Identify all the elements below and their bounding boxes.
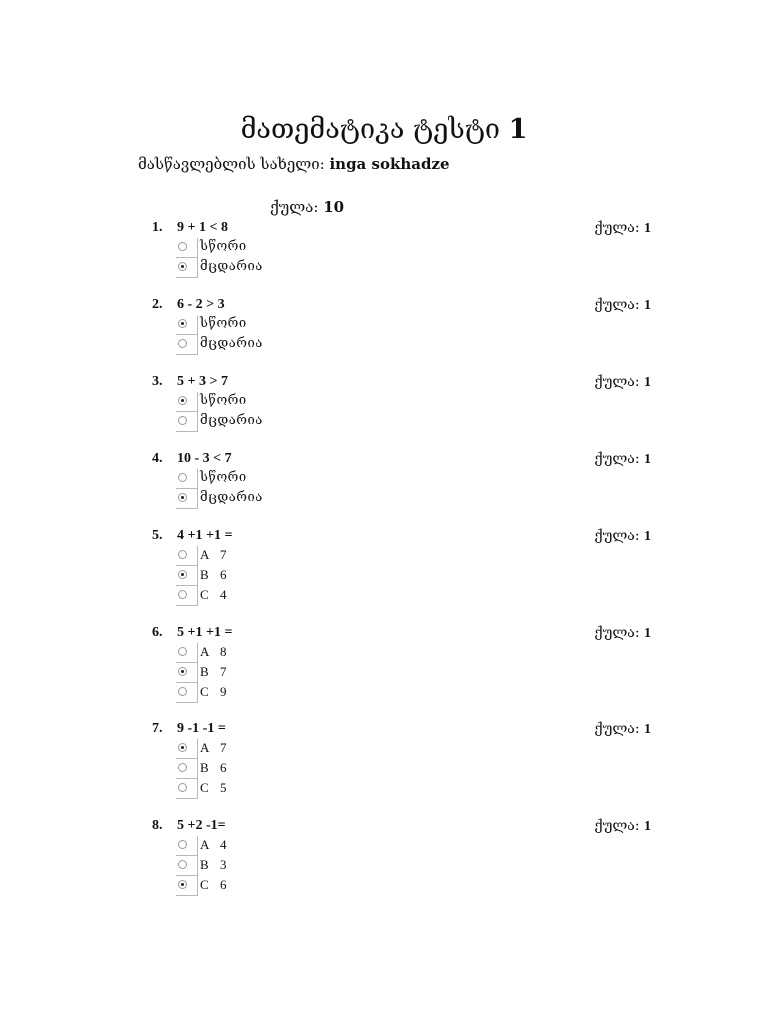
question-number: 2. bbox=[152, 297, 163, 312]
option-letter: C bbox=[200, 684, 209, 699]
radio-unselected[interactable] bbox=[178, 339, 187, 348]
title-number: 1 bbox=[508, 114, 528, 145]
total-points bbox=[270, 198, 344, 216]
question-number: 4. bbox=[152, 451, 163, 466]
radio-unselected[interactable] bbox=[178, 242, 187, 251]
points-label: ქულა: bbox=[594, 451, 640, 467]
answer-option[interactable] bbox=[176, 779, 376, 799]
option-letter: C bbox=[200, 587, 209, 602]
option-letter: B bbox=[200, 760, 209, 775]
points-label: ქულა: bbox=[594, 220, 640, 236]
points-value: 1 bbox=[644, 221, 651, 236]
option-letter: C bbox=[200, 877, 209, 892]
option-letter: A bbox=[200, 547, 210, 562]
answer-option[interactable] bbox=[176, 876, 376, 896]
answer-option[interactable] bbox=[176, 469, 376, 489]
question-points bbox=[594, 721, 651, 738]
option-value: 5 bbox=[220, 780, 227, 795]
points-label: ქულა: bbox=[594, 818, 640, 834]
option-value: 6 bbox=[220, 567, 227, 582]
teacher-name: inga sokhadze bbox=[329, 155, 450, 173]
radio-selected[interactable] bbox=[178, 743, 187, 752]
points-value: 1 bbox=[644, 626, 651, 641]
option-label: მცდარია bbox=[200, 413, 263, 428]
question-points bbox=[594, 297, 651, 314]
radio-selected[interactable] bbox=[178, 396, 187, 405]
teacher-label: მასწავლებლის სახელი: bbox=[138, 155, 325, 173]
option-letter: B bbox=[200, 567, 209, 582]
question-text: 9 + 1 < 8 bbox=[177, 220, 228, 235]
option-letter: B bbox=[200, 857, 209, 872]
radio-unselected[interactable] bbox=[178, 590, 187, 599]
total-value: 10 bbox=[323, 198, 345, 216]
question-points bbox=[594, 818, 651, 835]
option-value: 4 bbox=[220, 587, 227, 602]
points-value: 1 bbox=[644, 819, 651, 834]
question-points bbox=[594, 625, 651, 642]
answer-option[interactable] bbox=[176, 566, 376, 586]
question-number: 5. bbox=[152, 528, 163, 543]
option-letter: A bbox=[200, 740, 210, 755]
question-number: 6. bbox=[152, 625, 163, 640]
radio-unselected[interactable] bbox=[178, 860, 187, 869]
radio-unselected[interactable] bbox=[178, 550, 187, 559]
answer-option[interactable] bbox=[176, 412, 376, 432]
radio-selected[interactable] bbox=[178, 667, 187, 676]
radio-unselected[interactable] bbox=[178, 647, 187, 656]
points-value: 1 bbox=[644, 529, 651, 544]
option-value: 7 bbox=[220, 547, 227, 562]
option-label: მცდარია bbox=[200, 259, 263, 274]
option-label: სწორი bbox=[200, 239, 247, 254]
option-letter: C bbox=[200, 780, 209, 795]
page-title bbox=[0, 114, 768, 145]
points-label: ქულა: bbox=[594, 374, 640, 390]
total-label: ქულა: bbox=[270, 198, 319, 216]
answer-option[interactable] bbox=[176, 546, 376, 566]
option-value: 9 bbox=[220, 684, 227, 699]
answer-option[interactable] bbox=[176, 759, 376, 779]
radio-unselected[interactable] bbox=[178, 416, 187, 425]
question-points bbox=[594, 451, 651, 468]
option-value: 7 bbox=[220, 664, 227, 679]
radio-unselected[interactable] bbox=[178, 840, 187, 849]
option-label: სწორი bbox=[200, 470, 247, 485]
option-label: სწორი bbox=[200, 393, 247, 408]
answer-option[interactable] bbox=[176, 856, 376, 876]
question-number: 7. bbox=[152, 721, 163, 736]
radio-unselected[interactable] bbox=[178, 763, 187, 772]
option-value: 6 bbox=[220, 760, 227, 775]
option-label: მცდარია bbox=[200, 336, 263, 351]
points-label: ქულა: bbox=[594, 625, 640, 641]
points-label: ქულა: bbox=[594, 721, 640, 737]
question-number: 1. bbox=[152, 220, 163, 235]
answer-option[interactable] bbox=[176, 258, 376, 278]
question-number: 3. bbox=[152, 374, 163, 389]
title-text: მათემატიკა ტესტი bbox=[240, 114, 501, 145]
option-label: მცდარია bbox=[200, 490, 263, 505]
option-value: 4 bbox=[220, 837, 227, 852]
question-text: 9 -1 -1 = bbox=[177, 721, 226, 736]
answer-option[interactable] bbox=[176, 392, 376, 412]
option-value: 6 bbox=[220, 877, 227, 892]
points-value: 1 bbox=[644, 452, 651, 467]
radio-unselected[interactable] bbox=[178, 687, 187, 696]
question-text: 10 - 3 < 7 bbox=[177, 451, 232, 466]
radio-selected[interactable] bbox=[178, 570, 187, 579]
question-text: 4 +1 +1 = bbox=[177, 528, 233, 543]
option-value: 8 bbox=[220, 644, 227, 659]
points-label: ქულა: bbox=[594, 528, 640, 544]
answer-option[interactable] bbox=[176, 739, 376, 759]
answer-option[interactable] bbox=[176, 315, 376, 335]
question-text: 6 - 2 > 3 bbox=[177, 297, 225, 312]
question-text: 5 +1 +1 = bbox=[177, 625, 233, 640]
points-label: ქულა: bbox=[594, 297, 640, 313]
points-value: 1 bbox=[644, 375, 651, 390]
option-letter: B bbox=[200, 664, 209, 679]
answer-option[interactable] bbox=[176, 663, 376, 683]
points-value: 1 bbox=[644, 298, 651, 313]
answer-option[interactable] bbox=[176, 238, 376, 258]
question-text: 5 + 3 > 7 bbox=[177, 374, 228, 389]
option-letter: A bbox=[200, 837, 210, 852]
question-points bbox=[594, 220, 651, 237]
radio-selected[interactable] bbox=[178, 262, 187, 271]
question-points bbox=[594, 374, 651, 391]
answer-option[interactable] bbox=[176, 586, 376, 606]
option-value: 3 bbox=[220, 857, 227, 872]
radio-unselected[interactable] bbox=[178, 473, 187, 482]
radio-selected[interactable] bbox=[178, 880, 187, 889]
teacher-line bbox=[138, 155, 450, 173]
answer-option[interactable] bbox=[176, 335, 376, 355]
answer-option[interactable] bbox=[176, 643, 376, 663]
radio-selected[interactable] bbox=[178, 493, 187, 502]
radio-selected[interactable] bbox=[178, 319, 187, 328]
option-label: სწორი bbox=[200, 316, 247, 331]
question-number: 8. bbox=[152, 818, 163, 833]
answer-option[interactable] bbox=[176, 489, 376, 509]
option-letter: A bbox=[200, 644, 210, 659]
question-text: 5 +2 -1= bbox=[177, 818, 226, 833]
question-points bbox=[594, 528, 651, 545]
option-value: 7 bbox=[220, 740, 227, 755]
answer-option[interactable] bbox=[176, 836, 376, 856]
radio-unselected[interactable] bbox=[178, 783, 187, 792]
points-value: 1 bbox=[644, 722, 651, 737]
answer-option[interactable] bbox=[176, 683, 376, 703]
